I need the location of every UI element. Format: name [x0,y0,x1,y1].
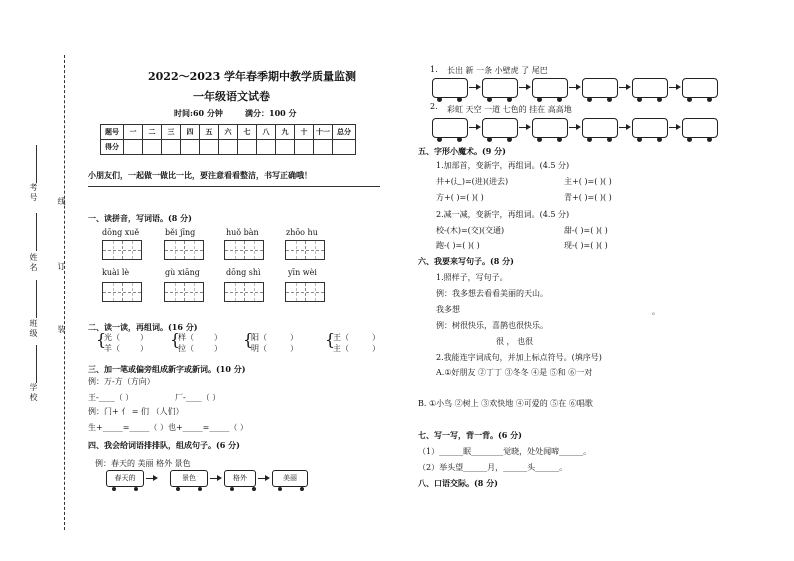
paren: ） [290,333,298,342]
pinyin-7: dōng shì [226,268,261,277]
arrow-icon [569,127,579,128]
pair-char: 阳（ [251,333,267,342]
sec7-title: 七、写一写，背一背。(6 分) [418,430,522,440]
period-mark: 。 [652,307,660,316]
writing-grid[interactable] [224,282,264,302]
q2-words: 彩虹 天空 一道 七色的 挂在 高高地 [447,105,572,114]
sec6-optA: A.①好朋友 ②丁丁 ③冬冬 ④是 ⑤和 ⑥一对 [436,368,593,377]
pinyin-4: zhōo hu [286,228,318,237]
table-cell: 十一 [314,125,333,140]
pinyin-6: gù xiāng [165,268,200,277]
paren: ） [214,333,222,342]
train-car-box[interactable] [682,78,718,98]
pair-char: 羊（ [104,344,120,353]
sec5-row2a[interactable]: 方+( )=( )( ) [436,193,484,202]
q2-number: 2. [430,102,438,111]
sec3-example1: 例：万-方（方向） [88,377,155,386]
train-car-box[interactable] [582,78,618,98]
sec2-title: 二、读一读，再组词。(16 分) [88,322,198,332]
label-zhuang: 装 [57,325,66,335]
sec5-q1: 1.加部首，变新字，再组词。(4.5 分) [436,161,570,170]
writing-grid[interactable] [102,282,142,302]
writing-grid[interactable] [285,240,325,260]
sec3-line1a[interactable]: 王-____（ ） [88,393,134,402]
brace-icon: { [96,330,107,349]
train-car-box[interactable] [482,118,518,138]
paren: ） [140,333,148,342]
score-cell[interactable] [181,140,200,155]
table-cell: 得分 [101,140,124,155]
sec5-title: 五、字形小魔术。(9 分) [418,146,506,156]
binding-dashed-line [64,55,65,530]
score-cell[interactable] [200,140,219,155]
sec5-row1a: 井+(辶)=(进)(进去) [436,177,509,186]
table-cell: 一 [124,125,143,140]
score-info: 满分：100 分 [245,108,297,118]
sec1-title: 一、读拼音，写词语。(8 分) [88,213,192,223]
label-xian: 线 [57,197,66,207]
label-kaohao: 考号 [29,183,38,203]
exam-subtitle: 一年级语文试卷 [193,90,270,103]
label-banji: 班级 [29,319,38,339]
paren: ） [140,344,148,353]
sec6-ex1: 例：我多想去看看美丽的天山。 [436,289,548,298]
pinyin-8: yīn wèi [288,268,317,277]
divider [88,186,380,187]
sec5-row4b[interactable]: 现-( )=( )( ) [564,241,608,250]
sec7-line1[interactable]: （1）______眠________觉晓，处处闻啼______。 [418,447,592,456]
arrow-icon [519,87,529,88]
score-cell[interactable] [257,140,276,155]
table-cell: 九 [276,125,295,140]
writing-grid[interactable] [102,240,142,260]
score-cell[interactable] [333,140,356,155]
arrow-icon [619,127,629,128]
score-cell[interactable] [295,140,314,155]
kaohao-line [36,145,38,183]
pinyin-5: kuài lè [102,268,130,277]
arrow-icon [669,87,679,88]
table-cell: 五 [200,125,219,140]
arrow-icon [519,127,529,128]
train-car: 美丽 [272,470,308,487]
sec6-fill2[interactable]: 很 ， 也很 [496,337,534,346]
sec6-optB: B. ①小鸟 ②树上 ③欢快地 ④可爱的 ⑤在 ⑥唱歌 [418,399,593,408]
table-cell: 总分 [333,125,356,140]
sec8-title: 八、口语交际。(8 分) [418,478,498,488]
xingming-line [36,213,38,251]
score-cell[interactable] [162,140,181,155]
pair-char: 样（ [178,333,194,342]
sec6-q1: 1.照样子，写句子。 [436,273,508,282]
table-cell: 七 [238,125,257,140]
table-cell: 四 [181,125,200,140]
arrow-icon [469,87,479,88]
pair-char: 光（ [104,333,120,342]
train-car-box[interactable] [432,118,468,138]
table-cell: 六 [219,125,238,140]
arrow-icon [146,478,156,479]
time-info: 时间:60 分钟 [174,108,223,118]
sec6-q2: 2.我能连字词成句，并加上标点符号。(填序号) [436,353,602,362]
sec6-ex2: 例：树很快乐，喜鹊也很快乐。 [436,321,548,330]
train-car-box[interactable] [632,118,668,138]
train-car-box[interactable] [632,78,668,98]
pinyin-2: běi jīng [165,228,196,237]
train-car-box[interactable] [482,78,518,98]
exam-title: 2022～2023 学年春季期中教学质量监测 [148,70,357,83]
score-table-score-row [101,140,356,155]
paren: ） [372,333,380,342]
pair-char: 拉（ [178,344,194,353]
label-xingming: 姓名 [29,253,38,273]
q1-words: 长出 新 一条 小壁虎 了 尾巴 [447,66,548,75]
sec6-write1[interactable]: 我多想 [436,305,460,314]
brace-icon: { [243,330,254,349]
sec5-row1b[interactable]: 主+( )=( )( ) [564,177,612,186]
sec3-line1b[interactable]: 厂-____（ ） [175,393,221,402]
brace-icon: { [170,330,181,349]
train-car-box[interactable] [432,78,468,98]
table-cell: 八 [257,125,276,140]
score-cell[interactable] [314,140,333,155]
arrow-icon [619,87,629,88]
score-cell[interactable] [143,140,162,155]
table-cell: 题号 [101,125,124,140]
paren: ） [214,344,222,353]
brace-icon: { [325,330,336,349]
sec5-row4a[interactable]: 跑-( )=( )( ) [436,241,480,250]
pair-char: 主（ [333,344,349,353]
sec4-title: 四、我会给词语排排队，组成句子。(6 分) [88,440,240,450]
writing-grid[interactable] [224,240,264,260]
arrow-icon [258,478,268,479]
xuexiao-line [36,345,38,383]
table-cell: 三 [162,125,181,140]
train-car: 春天的 [106,470,144,487]
banji-line [36,280,38,318]
sec5-row3a: 校-(木)=(交)(交通) [436,226,505,235]
sec3-line2[interactable]: 生+_____=_____（ ）也+_____=_____（ ） [88,423,248,432]
table-cell: 十 [295,125,314,140]
train-car: 格外 [224,470,256,487]
pinyin-3: huǒ bàn [226,228,259,237]
intro-text: 小朋友们，一起做一做比一比，要注意看看整洁，书写正确哦！ [88,170,312,180]
arrow-icon [569,87,579,88]
arrow-icon [210,478,220,479]
train-car-box[interactable] [532,78,568,98]
writing-grid[interactable] [164,282,204,302]
arrow-icon [669,127,679,128]
label-xuexiao: 学校 [29,383,38,403]
sec5-q2: 2.减一减，变新字，再组词。(4.5 分) [436,210,570,219]
score-table-header-row [101,125,356,140]
pinyin-1: dōng xuě [102,228,140,237]
train-car-box[interactable] [682,118,718,138]
score-table [100,124,356,155]
score-cell[interactable] [124,140,143,155]
writing-grid[interactable] [285,282,325,302]
sec3-title: 三、加一笔或偏旁组成新字或新词。(10 分) [88,364,246,374]
q1-number: 1. [430,65,438,74]
writing-grid[interactable] [164,240,204,260]
sec7-line2[interactable]: （2）举头望______月，______头______。 [418,463,568,472]
train-car-box[interactable] [532,118,568,138]
sec5-row2b[interactable]: 青+( )=( )( ) [564,193,612,202]
train-car-box[interactable] [582,118,618,138]
train-car: 景色 [170,470,208,487]
score-cell[interactable] [219,140,238,155]
paren: ） [372,344,380,353]
sec6-title: 六、我要来写句子。(8 分) [418,256,514,266]
paren: ） [290,344,298,353]
arrow-icon [469,127,479,128]
table-cell: 二 [143,125,162,140]
sec5-row3b[interactable]: 甜-( )=( )( ) [564,226,608,235]
sec3-example2: 例：门+ 亻 = 们 （人们） [88,407,184,416]
score-cell[interactable] [238,140,257,155]
score-cell[interactable] [276,140,295,155]
label-ding: 订 [57,262,66,272]
sec4-example-words: 例：春天的 美丽 格外 景色 [95,459,191,468]
pair-char: 明（ [251,344,267,353]
pair-char: 王（ [333,333,349,342]
